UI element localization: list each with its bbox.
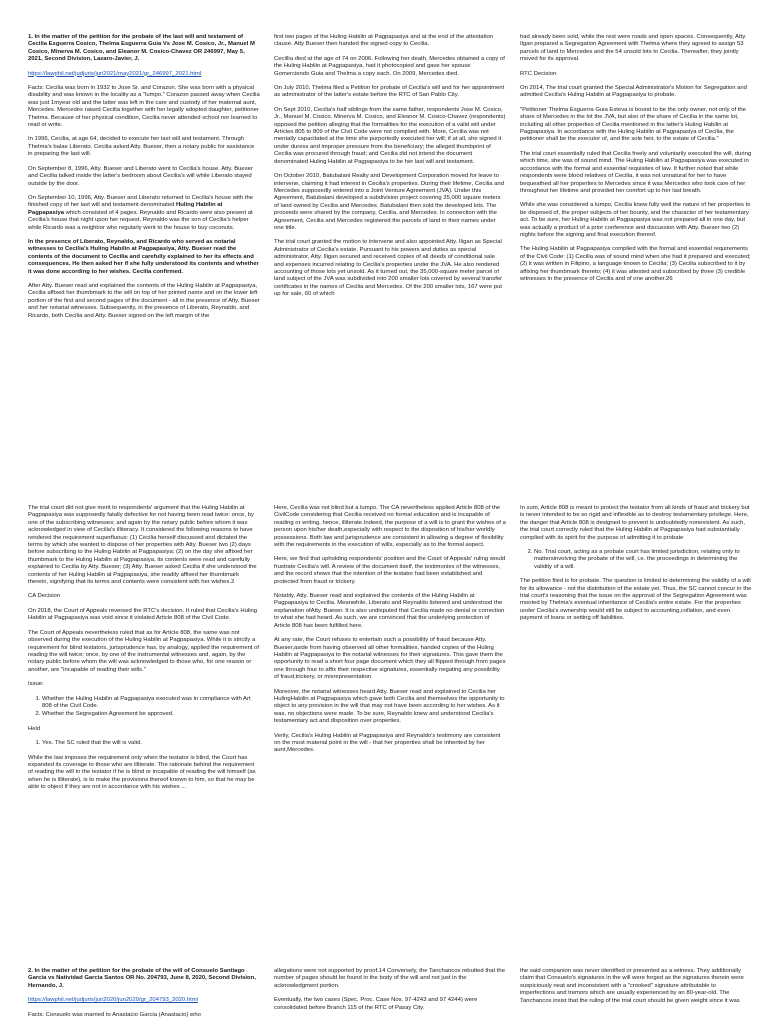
source-link[interactable]: https://lawphil.net/judjuris/juri2021/may2021/gr_246997_2021.html bbox=[28, 70, 202, 77]
source-link[interactable]: https://lawphil.net/judjuris/juri2020/jun2020/gr_204793_2020.html bbox=[28, 997, 198, 1004]
paragraph: In sum, Article 808 is meant to protect the testator from all kinds of fraud and trickery but is never intended to be so rigid and inflexible as to destroy testamentary privilege. Here, the danger that Article 808 is designed to prevent is undoubtedly nonexistent. As such, the trial court correctly ruled that the Huling Habilin at Pagpapasiya had substantially complied with its spirit for the purpose of admitting it to probate bbox=[520, 505, 750, 541]
paragraph: Facts: Consuelo was married to Anastacio Garcia (Anastacio) who bbox=[28, 1011, 201, 1018]
link-paragraph bbox=[28, 71, 260, 78]
paragraph: Facts: Cecilia was born in 1932 to Jose Sr. and Corazon. She was born with a physical disability and was known in the locality as a "lumpo." Corazon passed away when Cecilia was just 1myear old and the latter was left in the care and custody of her maternal aunt, Mercedes. Mercedes raised Cecilia together with her legally adopted daughter, petitioner Thelma. Because of her physical condition, Cecilia never attended school nor learned to read or write. bbox=[28, 85, 260, 129]
page-1 bbox=[0, 34, 768, 364]
section-heading: RTC Decision bbox=[520, 70, 557, 77]
paragraph: The Court of Appeals nevertheless ruled that as for Article 808, the same was not observed during the execution of the Huling Habilin at Pagpapasiya. While it is strictly a requirement for blind testators, jurisprudence has, by analogy, applied the requirement of reading the will twice: once, by one of the instrumental witnesses and, again, by the notary public before whom the will was acknowledged to those who, for one reason or another, are "incapable of reading their wills." bbox=[28, 629, 260, 673]
paragraph: Here, Cecilia was not blind but a lumpo. The CA nevertheless applied Article 808 of the CivilCode considering that Cecilia received no formal education and is incapable of reading or writing, hence, illiterate.Indeed, the purpose of a will is to grant the wishes of a person upon his/her death,especially with respect to the disposition of his/her worldly possessions. Both law and jurisprudence are consistent in allowing a degree of flexibility with the requirements in the execution of wills, especially as to the formal aspect. bbox=[274, 505, 506, 549]
paragraph: the said companion was never identified or presented as a witness. They additionally claim that Consuelo's signatures in the will were forged as the signatures therein were suspiciously neat and inconsistent with a "crooked" signature attributable to imperfections and tremors which are usually experienced by an 80-year-old. The Tanchancos insist that the ruling of the trial court should be given weight since it was bbox=[520, 968, 744, 1004]
paragraph: On 2018, the Court of Appeals reversed the RTC's decision. It ruled that Cecilia's Huling Habilin at Pagpapasiya was void since it violated Article 808 of the Civil Code. bbox=[28, 607, 258, 622]
bold-phrase: Huling Habilin at Pagpapasiya bbox=[28, 202, 223, 216]
paragraph: The trial court granted the motion to intervene and also appointed Atty. Iligan as Special Administrator of Cecilia's estate. Pursuant to his powers and duties as special administrator, Atty. Iligan secured and received copies of all deeds of conditional sale and expenses incurred relating to Cecilia's properties under the JVA. He also rendered accounting of those lots yet unsold. As it turned out, the 35,000-square meter parcel of land subject of the JVA was subdivided into 200 smaller lots covered by several transfer certificates in the names of Cecilia and Mercedes. Of the 200 smaller lots, 167 were put up for sale, 60 of which bbox=[274, 239, 503, 298]
page-3-column-1 bbox=[28, 968, 260, 1024]
page-1-column-3 bbox=[520, 34, 752, 290]
list-item: 1. Whether the Huling Habilin at Pagpapasiya executed was in compliance with Art 808 of the Civil Code. bbox=[42, 696, 260, 711]
section-heading: Held bbox=[28, 725, 41, 732]
paragraph: On October 2010, Batubalani Realty and Development Corporation moved for leave to intervene, claiming it had interest in Cecilia's properties. During their lifetime, Cecilia and Mercedes supposedly entered into a Joint Venture Agreement (JVA). Under this Agreement, Batubalani developed a subdivision project covering 35,000 square meters of land owned by Cecilia and Mercedes. Batubalani then sold the developed lots. The proceeds were shared by the company, Cecilia, and Mercedes. In connection with the Agreement, Cecilia and Mercedes registered the parcels of land in their names under one title. bbox=[274, 173, 504, 231]
numbered-list bbox=[42, 696, 260, 719]
paragraph: At any rate, the Court refuses to entertain such a possibility of fraud because Atty. Bueser,aside from having observed all other formalities, handed copies of the Huling Habilin at Pagpapasiya to the notarial witnesses for their signatures. This gave them the opportunity to read a short four page document which they all flipped through from pages one through four to affix their respective signatures, essentially negating any possibility of fraud,trickery, or misrepresentation. bbox=[274, 637, 506, 681]
case-title: 1. In the matter of the petition for the probate of the last will and testament of Cecilia Esguerra Cosico, Thelma Esguerra Guia Vs Jose M. Cosico, Jr., Manuel M Cosico, Minerva M. Cosico, and Eleanor M. Cosico-Chavez OR 246997, May 5, 2021, Second Division, Lazaro-Javier, J. bbox=[28, 34, 255, 63]
link-paragraph bbox=[28, 997, 260, 1004]
page-2 bbox=[0, 505, 768, 835]
page-3-column-3 bbox=[520, 968, 752, 1012]
list-item: 2. No. Trial court, acting as a probate court has limited jurisdiction, relating only to mattersinvolving the probate of the will, i.e. the proceedings in determining the validity of a will. bbox=[534, 549, 752, 571]
paragraph: Cecillia died at the age of 74 on 2006. Following her death, Mercedes obtained a copy of the Huling Habilin at Pagpapasiya, had it photocopied and gave her spouse Gomerciendo Guia and Thelma a copy each. On 2009, Mercedes died. bbox=[274, 55, 505, 77]
page-1-column-2 bbox=[274, 34, 506, 306]
paragraph: "Petitioner Thelma Esguerra Guia Esteva is bound to be the only owner, not only of the share of Mercedes in the lot the JVA, but also of the share of Cecilia in the same lot, including all other properties of Cecilia mentioned in the latter's Huling Habilin at Pagpapasiya. In accordance with the Huling Habilin at Pagpapasiya of Cecilia, the petitioner shall be the executor of, and the sole heir, to the estate of Cecilia." bbox=[520, 106, 746, 143]
paragraph: On Sept 2010, Cecilia's half siblings from the same father, respondents Jose M. Cosico, Jr., Manuel M. Cosico, Minerva M. Cosico, and Eleanor M. Cosico-Chavez (respondents) opposed the petition alleging that the formalities for the execution of a valid will under Articles 805 to 809 of the Civil Code were not complied with. More, Cecilia was not mentally capacitated at the time she purportedly executed her will; if at all, she signed it under duress and improper pressure from the beneficiary; the alleged thumbprint of Cecilia was procured through fraud; and Cecilia did not intend the document denominated Huling Habilin at Pagpapasiya to be her last will and testament. bbox=[274, 106, 506, 165]
paragraph: Notably, Atty. Bueser read and explained the contents of the Huling Habilin at Pagpapasiya to Cecilia. Meanwhile, Liberato and Reynaldo listened and understood the explanation ofAtty. Bueser. It is also undisputed that Cecilia made no denial or correction to what she had heard. As such, we are convinced that the underlying protection of Article 808 has been fulfilled here. bbox=[274, 593, 505, 629]
paragraph: had already been sold, while the rest were roads and open spaces. Consequently, Atty. Ilgan prepared a Segregation Agreement with Thelma where they agreed to assign 53 parcels of land to Mercedes and the 54 unsold lots to Cecilia. Thereafter, they jointly moved for its approval. bbox=[520, 34, 747, 63]
paragraph: After Atty. Bueser read and explained the contents of the Huling Habilin at Pagpapasiya, Cecilia affixed her thumbmark to the will on top of her printed name and on the lower left portion of the first and second pages of the document - all in the presence of Atty. Bueser and her notarial witnesses. Subsequently, in the presence of Liberato, Reynaldo, and Ricardo, both Cecilia and Atty. Bueser signed on the left margin of the bbox=[28, 282, 260, 319]
list-item: 2. Whether the Segregation Agreement be approved. bbox=[42, 711, 260, 718]
page-2-column-3 bbox=[520, 505, 752, 630]
paragraph: Verily, Cecilia's Huling Habilin at Pagpapasiya and Reynaldo's testimony are consistent on the most material point in the will - that her properties shall be inherited by her aunt,Mercedes. bbox=[274, 732, 501, 754]
bold-paragraph: In the presence of Liberato, Reynaldo, and Ricardo who served as notarial witnesses to Cecilia's Huling Habilin at Pagpapasiya, Atty. Bueser read the contents of the document to Cecilia and carefully explained to her its effects and consequences. He then asked her if she fully understood its contents and whether it was done according to her wishes. Cecilia confirmed. bbox=[28, 238, 259, 275]
paragraph: While the law imposes the requirement only when the testator is blind, the Court has expanded its coverage to those who are illiterate. The rationale behind the requirement of reading the will to the testator if he is blind or incapable of reading the will himself (as when he is illiterate), is to make the provisions thereof known to him, so that he may be able to object if they are not in accordance with his wishes ... bbox=[28, 754, 256, 791]
paragraph bbox=[28, 195, 260, 232]
paragraph: On September 8, 1996, Atty. Bueser and Liberato went to Cecilia's house. Atty. Bueser and Cecilia talked inside the latter's bedroom about Cecilia's will while Liberato stayed outside by the door. bbox=[28, 165, 253, 187]
paragraph: On July 2010, Thelma filed a Petition for probate of Cecilia's will and for her appointment as administrator of the latter's estate before the RTC of San Pablo City. bbox=[274, 85, 505, 99]
paragraph: allegations were not supported by proof.14 Conversely, the Tanchancos rebutted that the number of pages should be found in the body of the will and not just in the acknowledgment portion. bbox=[274, 968, 505, 989]
text-run: which consisted of 4 pages. Reynaldo and Ricardo were also present at Cecilia's house that night upon her request. Reynaldo was the son of Cecilia's helper while Ricardo was a neighbor who regularly went to the house to buy coconuts. bbox=[28, 209, 253, 231]
numbered-list bbox=[534, 549, 752, 571]
paragraph: The trial court did not give merit to respondents' argument that the Huling Habilin at Pagpapasiya was supposedly fatally defective for not having been read twice: once, by one of the subscribing witnesses; and again by the notary public before whom it was acknowledged in view of Cecilia's illiteracy. It considered the following reasons to have rendered the requirement superfluous: (1) Cecilia herself discussed and dictated the terms by which she wanted to dispose of her properties with Atty. Bueser two (2) days before subscribing to the Huling Habilin at Pagpapasiya; (2) on the day she affixed her thumbmark to the Huling Habilin at Pagpapasiya, its contents were read and carefully explained to Cecilia by Atty. Bueser; (3) Atty. Bueser asked Cecilia if she understood the contents of her Huling Habilin at Pagpapasiya, she readily affixed her thumbmark thereto, signifying that its terms and contents were consistent with her wishes.2 bbox=[28, 505, 257, 586]
paragraph: On 2014, The trial court granted the Special Administrator's Motion for Segregation and admitted Cecilia's Huling Habilin at Pagpapasiya to probate. bbox=[520, 85, 747, 99]
section-heading: CA Decision bbox=[28, 593, 61, 600]
list-item: 1. Yes. The SC ruled that the will is valid. bbox=[42, 740, 260, 747]
page-1-column-1 bbox=[28, 34, 260, 327]
page-2-column-2 bbox=[274, 505, 506, 762]
paragraph: Moreover, the notarial witnesses heard Atty. Bueser read and explained to Cecilia her HulingHabilin at Pagpapasiya which gave both Cecilia and themselves the opportunity to object to any provision in the will that may not have been according to her wishes. As it was, no objections were made. To be sure, Reynaldo knew and understood Cecilia's testamentary act and disposition over properties. bbox=[274, 688, 505, 725]
paragraph: The trial court essentially ruled that Cecilia freely and voluntarily executed the will, during which time, she was of sound mind. The Huling Habilin at Pagpapasiya was executed in accordance with the formal and essential requisites of law. It further noted that while respondents were blood relatives of Cecilia, it was not unnatural for her to have bequeathed all her properties to Mercedes since it was Mercedes who took care of her throughout her lifetime and provided her comfort up to her last breath. bbox=[520, 150, 752, 194]
case-title: 2. In the matter of the petition for the probate of the will of Consuelo Santiago Garcia vs Natividad Garcia Santos OR No. 204793, June 8, 2020, Second Division, Hernando, J. bbox=[28, 968, 256, 989]
paragraph: The petition filed is for probate. The question is limited to determining the validity of a will for its allowance - not the distribution of the estate yet. Thus, the SC cannot concur in the trial court's reasoning that the issue on the approval of the Segregation Agreement was mooted by Thelma's eventual inheritance of Cecilia's entire estate. For the properties under Cecilia's ownership would still be subject to accounting,collation, and even payment of loans or setting off liabilities. bbox=[520, 578, 752, 622]
paragraph: In 1996, Cecilia, at age 64, decided to execute her last will and testament. Through Thelma's balae Liberato. Cecilia asked Atty. Bueser, then a notary public for assistance in preparing the last will. bbox=[28, 136, 255, 158]
numbered-list bbox=[42, 740, 260, 747]
paragraph: Here, we find that upholding respondents' position and the Court of Appeals' ruling would frustrate Cecilia's will. A review of the document itself, the testimonies of the witnesses, and the record shows that the intention of the testator had been established and protected from fraud or trickery. bbox=[274, 556, 506, 585]
page-3 bbox=[0, 968, 768, 1024]
page-3-column-2 bbox=[274, 968, 506, 1019]
paragraph: first two pages of the Huling Habilin at Pagpapasiya and at the end of the attestation clause. Atty Bueser then handed the signed copy to Cecilia. bbox=[274, 34, 494, 48]
paragraph: Eventually, the two cases (Spec. Proc. Case Nos. 97-4243 and 97 4244) were consolidated before Branch 115 of the RTC of Pasay City. bbox=[274, 997, 478, 1011]
text-run: On September 10, 1996, Atty. Bueser and Liberato returned to Cecilia's house with the finished copy of her last will and testament denominated bbox=[28, 194, 253, 209]
paragraph: The Huling Habilin at Pagpapasiya complied with the formal and essential requirements of the Civil Code: (1) Cecilia was of sound mind when she had it prepared and executed; (2) it was written in Filipino, a language known to Cecilia; (3) Cecilia subscribed to it by affixing her thumbmark thereto; (4) it was attested and subscribed by three (3) credible witnesses in the presence of Cecilia and of one another.26 bbox=[520, 246, 751, 282]
section-heading: Issue: bbox=[28, 681, 44, 688]
paragraph: While she was considered a lumpo, Cecilia knew fully well the nature of her properties to be disposed of, the proper subjects of her bounty, and the character of her testamentary act. To be sure, her Huling Habilin at Pagpapasiya was not prepared all in one day, but was actually a product of a prior conference and discussion with Atty. Bueser two (2) nights before the signing and final execution thereof. bbox=[520, 202, 751, 238]
page-2-column-1 bbox=[28, 505, 260, 799]
